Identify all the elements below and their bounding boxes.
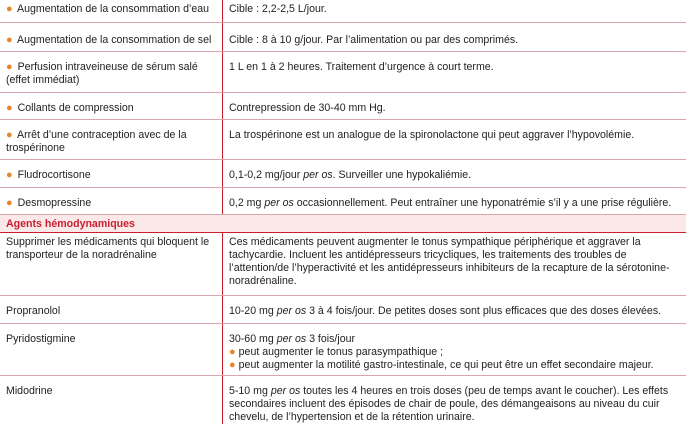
row-label: ● Augmentation de la consommation de sel: [0, 22, 223, 51]
row-value: 1 L en 1 à 2 heures. Traitement d’urgence à court terme.: [223, 51, 686, 92]
bullet-icon: ●: [6, 196, 13, 209]
row-label: Midodrine: [0, 375, 223, 424]
table-row: [0, 0, 686, 22]
bullet-icon: ●: [229, 345, 236, 358]
table-row: [0, 159, 686, 187]
bullet-icon: ●: [6, 33, 13, 46]
bullet-icon: ●: [6, 3, 13, 15]
row-label: ● Augmentation de la consommation d’eau: [0, 0, 223, 22]
row-value: 30-60 mg per os 3 fois/jour ● peut augmenter le tonus parasympathique ; ● peut augmenter la motilité gastro-intestinale, ce qui peut être un effet secondaire majeur.: [223, 323, 686, 375]
row-value: 5-10 mg per os toutes les 4 heures en trois doses (peu de temps avant le coucher). Les effets secondaires incluent des épisodes de chair de poule, des démangeaisons au niveau du cuir chevelu, de l’hypertension et de la rétention urinaire.: [229, 384, 669, 423]
list-item: ● peut augmenter la motilité gastro-intestinale, ce qui peut être un effet secondaire majeur.: [229, 358, 654, 371]
bullet-icon: ●: [6, 60, 13, 73]
row-value: 0,2 mg per os occasionnellement. Peut entraîner une hyponatrémie s’il y a une prise régulière.: [223, 187, 686, 214]
table-row: [0, 375, 686, 424]
row-value: Ces médicaments peuvent augmenter le tonus sympathique périphérique et aggraver la tachycardie. Incluent les antidépresseurs tricycliques, les traitements des troubles de l’attention/de l’hyperactivité et les antidépresseurs inhibiteurs de la recapture de la sérotonine-noradrénaline.: [223, 232, 686, 295]
row-value: 0,1-0,2 mg/jour per os. Surveiller une hypokaliémie.: [223, 159, 686, 187]
row-label: Propranolol: [0, 295, 223, 323]
section-header: [0, 214, 686, 232]
row-value: Cible : 2,2-2,5 L/jour.: [223, 0, 686, 22]
bullet-icon: ●: [6, 168, 13, 181]
section-title: Agents hémodynamiques: [0, 214, 686, 232]
row-value: 10-20 mg per os 3 à 4 fois/jour. De petites doses sont plus efficaces que des doses élevées.: [223, 295, 686, 323]
row-label: ● Perfusion intraveineuse de sérum salé (effet immédiat): [0, 51, 223, 92]
row-label: Pyridostigmine: [0, 323, 223, 375]
bullet-icon: ●: [6, 128, 13, 141]
table-row: [0, 295, 686, 323]
table-row: [0, 323, 686, 375]
row-label: ● Collants de compression: [0, 92, 223, 119]
row-value: Contrepression de 30-40 mm Hg.: [223, 92, 686, 119]
table-row: [0, 187, 686, 214]
row-label: ● Arrêt d’une contraception avec de la trospérinone: [0, 119, 223, 159]
bullet-icon: ●: [229, 358, 236, 371]
row-label: Supprimer les médicaments qui bloquent le transporteur de la noradrénaline: [0, 232, 223, 295]
row-label: ● Fludrocortisone: [0, 159, 223, 187]
row-value: La trospérinone est un analogue de la spironolactone qui peut aggraver l’hypovolémie.: [223, 119, 686, 159]
row-label: ● Desmopressine: [0, 187, 223, 214]
table-row: [0, 119, 686, 159]
table-row: [0, 92, 686, 119]
row-value: Cible : 8 à 10 g/jour. Par l’alimentation ou par des comprimés.: [223, 22, 686, 51]
table-row: [0, 22, 686, 51]
list-item: ● peut augmenter le tonus parasympathique ;: [229, 345, 444, 358]
table-row: [0, 51, 686, 92]
table-row: [0, 232, 686, 295]
bullet-icon: ●: [6, 101, 13, 114]
